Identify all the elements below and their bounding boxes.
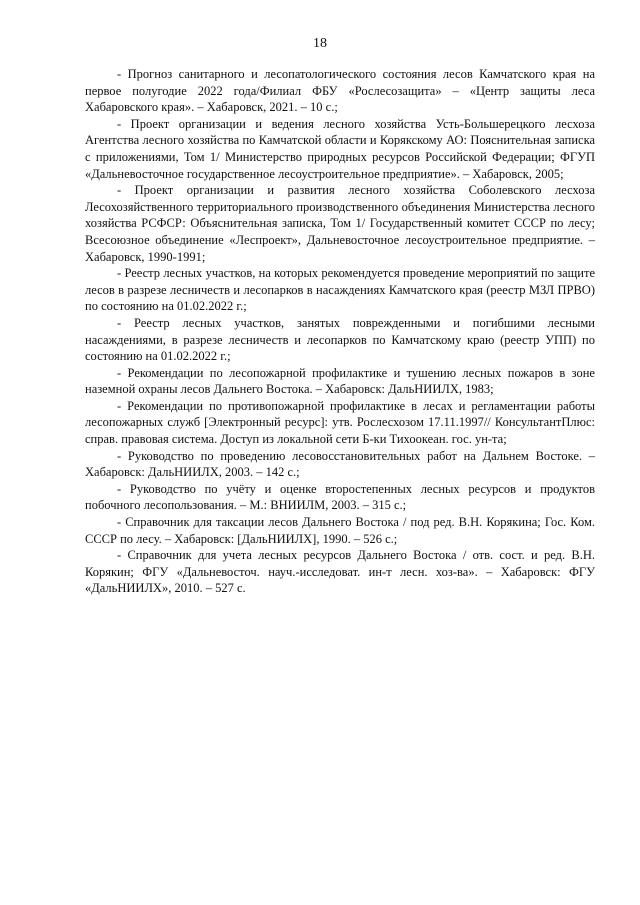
- reference-item: - Руководство по проведению лесовосстановительных работ на Дальнем Востоке. – Хабаровск: ДальНИИЛХ, 2003. – 142 с.;: [85, 448, 595, 480]
- reference-item: - Справочник для таксации лесов Дальнего Востока / под ред. В.Н. Корякина; Гос. Ком. СССР по лесу. – Хабаровск: [ДальНИИЛХ], 1990. – 526 с.;: [85, 515, 595, 546]
- reference-item: - Проект организации и ведения лесного хозяйства Усть-Большерецкого лесхоза Агентства лесного хозяйства по Камчатской области и Корякскому АО: Пояснительная записка с приложениями, Том 1/ Министерство природных ресурсов Российской Федерации; ФГУП «Дальневосточное государственное лесоустроительное предприятие». – Хабаровск, 2005;: [85, 116, 595, 181]
- reference-item: - Справочник для учета лесных ресурсов Дальнего Востока / отв. сост. и ред. В.Н. Корякин; ФГУ «Дальневосточ. науч.-исследоват. ин-т лесн. хоз-ва». – Хабаровск: ФГУ «ДальНИИЛХ», 2010. – 527 с.: [85, 548, 595, 596]
- reference-list: [85, 66, 595, 597]
- reference-item: - Рекомендации по противопожарной профилактике в лесах и регламентации работы лесопожарных служб [Электронный ресурс]: утв. Рослесхозом 17.11.1997// КонсультантПлюс: справ. правовая система. Доступ из локальной сети Б-ки Тихоокеан. гос. ун-та;: [85, 398, 595, 447]
- reference-item: - Проект организации и развития лесного хозяйства Соболевского лесхоза Лесохозяйственного территориального производственного объединения Министерства лесного хозяйства РСФСР: Объяснительная записка, Том 1/ Государственный комитет СССР по лесу; Всесоюзное объединение «Леспроект», Дальневосточное лесоустроительное предприятие. – Хабаровск, 1990-1991;: [85, 183, 595, 264]
- reference-item: - Рекомендации по лесопожарной профилактике и тушению лесных пожаров в зоне наземной охраны лесов Дальнего Востока. – Хабаровск: ДальНИИЛХ, 1983;: [85, 365, 595, 397]
- reference-item: - Руководство по учёту и оценке второстепенных лесных ресурсов и продуктов побочного лесопользования. – М.: ВНИИЛМ, 2003. – 315 с.;: [85, 481, 595, 513]
- reference-item: - Реестр лесных участков, на которых рекомендуется проведение мероприятий по защите лесов в разрезе лесничеств и лесопарков в насаждениях Камчатского края (реестр МЗЛ ПРВО) по состоянию на 01.02.2022 г.;: [85, 266, 595, 314]
- reference-item: - Прогноз санитарного и лесопатологического состояния лесов Камчатского края на первое полугодие 2022 года/Филиал ФБУ «Рослесозащита» – «Центр защиты леса Хабаровского края». – Хабаровск, 2021. – 10 с.;: [85, 67, 595, 115]
- page-number: 18: [313, 36, 327, 51]
- reference-item: - Реестр лесных участков, занятых поврежденными и погибшими лесными насаждениями, в разрезе лесничеств и лесопарков по Камчатскому краю (реестр УПП) по состоянию на 01.02.2022 г.;: [85, 315, 595, 364]
